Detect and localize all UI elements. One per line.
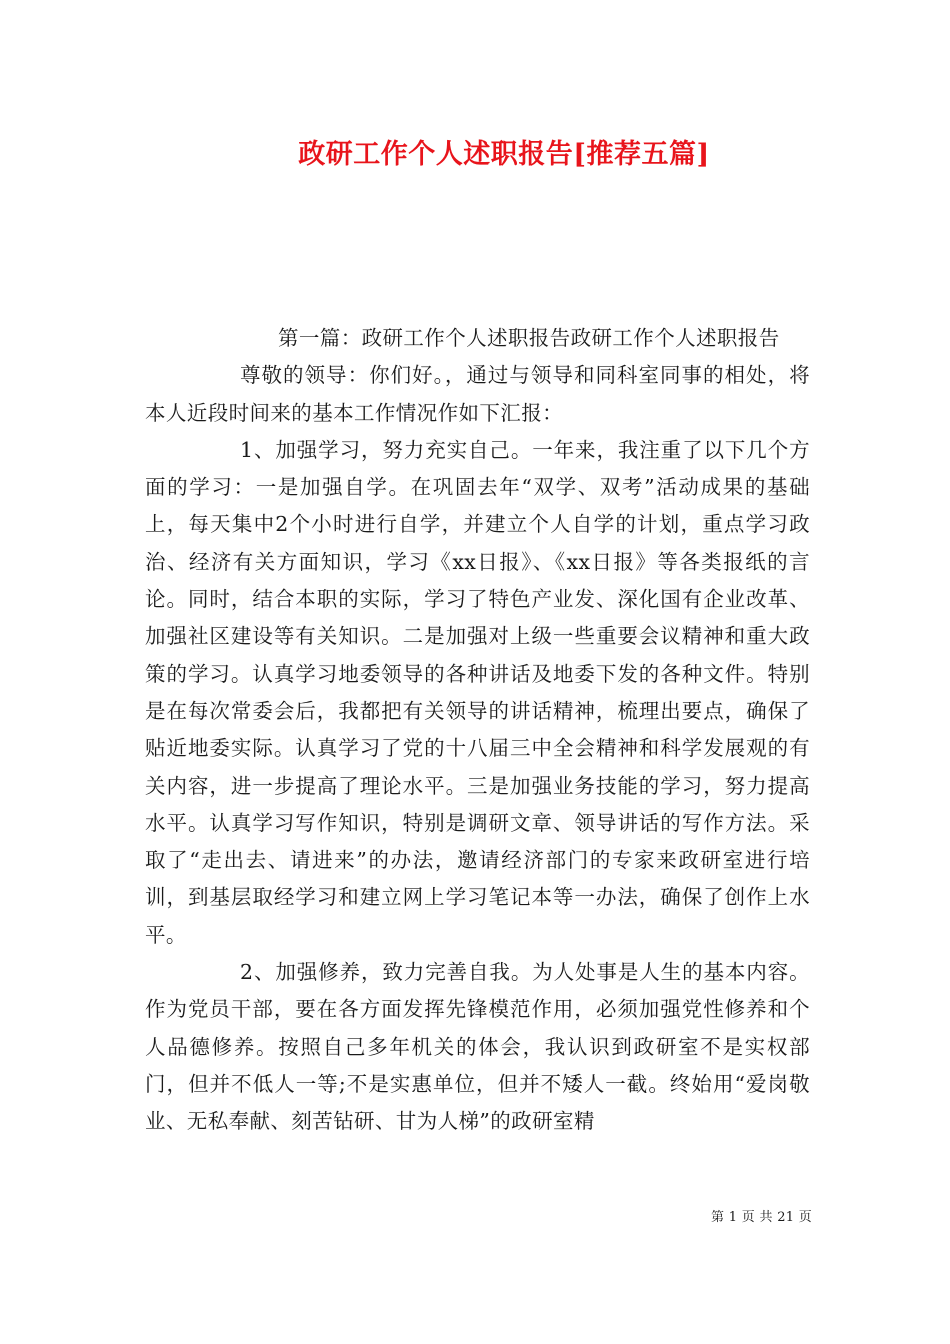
- document-body: [145, 320, 810, 1141]
- page-number: 第 1 页 共 21 页: [711, 1210, 813, 1225]
- paragraph-chapter-heading: 第一篇：政研工作个人述职报告政研工作个人述职报告: [278, 326, 780, 350]
- paragraph-greeting: 尊敬的领导：你们好。，通过与领导和同科室同事的相处，将本人近段时间来的基本工作情况作如下汇报：: [145, 363, 810, 425]
- paragraph-study: 1、加强学习，努力充实自己。一年来，我注重了以下几个方面的学习：一是加强自学。在巩固去年“双学、双考”活动成果的基础上，每天集中2个小时进行自学，并建立个人自学的计划，重点学习政治、经济有关方面知识，学习《xx日报》、《xx日报》等各类报纸的言论。同时，结合本职的实际，学习了特色产业发、深化国有企业改革、加强社区建设等有关知识。二是加强对上级一些重要会议精神和重大政策的学习。认真学习地委领导的各种讲话及地委下发的各种文件。特别是在每次常委会后，我都把有关领导的讲话精神，梳理出要点，确保了贴近地委实际。认真学习了党的十八届三中全会精神和科学发展观的有关内容，进一步提高了理论水平。三是加强业务技能的学习，努力提高水平。认真学习写作知识，特别是调研文章、领导讲话的写作方法。采取了“走出去、请进来”的办法，邀请经济部门的专家来政研室进行培训，到基层取经学习和建立网上学习笔记本等一办法，确保了创作上水平。: [145, 437, 810, 947]
- document-title: 政研工作个人述职报告[推荐五篇]: [298, 139, 710, 170]
- paragraph-self-cultivation: 2、加强修养，致力完善自我。为人处事是人生的基本内容。作为党员干部，要在各方面发挥先锋模范作用，必须加强党性修养和个人品德修养。按照自己多年机关的体会，我认识到政研室不是实权部门，但并不低人一等;不是实惠单位，但并不矮人一截。终始用“爱岗敬业、无私奉献、刻苦钻研、甘为人梯”的政研室精: [145, 960, 810, 1134]
